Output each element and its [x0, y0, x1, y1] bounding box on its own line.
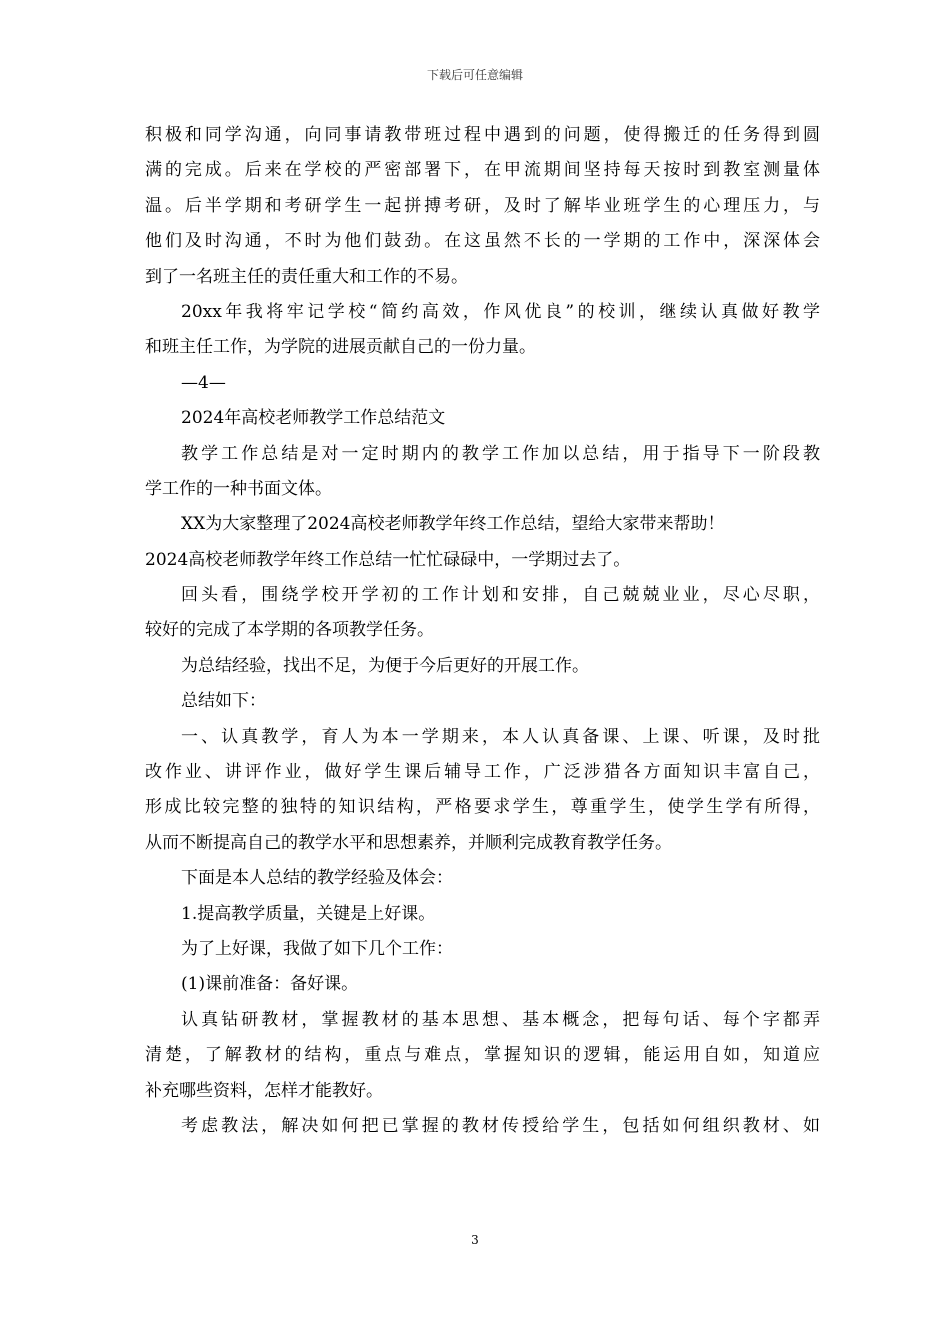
text-line: 从而不断提高自己的教学水平和思想素养，并顺利完成教育教学任务。: [145, 832, 672, 853]
text-line: 学工作的一种书面文体。: [145, 478, 332, 499]
text-line: 较好的完成了本学期的各项教学任务。: [145, 620, 434, 641]
text-line: 2024年高校老师教学工作总结范文: [181, 408, 446, 429]
text-line: 积极和同学沟通，向同事请教带班过程中遇到的问题，使得搬迁的任务得到圆: [145, 125, 820, 145]
page-header: 下载后可任意编辑: [426, 68, 523, 82]
text-line: 回头看，围绕学校开学初的工作计划和安排，自己兢兢业业，尽心尽职，: [181, 585, 820, 606]
text-line: 2024高校老师教学年终工作总结一忙忙碌碌中，一学期过去了。: [145, 549, 631, 570]
text-line: 为总结经验，找出不足，为便于今后更好的开展工作。: [181, 655, 589, 676]
text-line: (1)课前准备：备好课。: [181, 974, 359, 995]
text-line: 1.提高教学质量，关键是上好课。: [181, 903, 436, 924]
text-line: 为了上好课，我做了如下几个工作：: [181, 938, 453, 959]
text-line: 一、认真教学，育人为本一学期来，本人认真备课、上课、听课，及时批: [181, 726, 820, 747]
text-line: 总结如下：: [181, 691, 266, 712]
text-line: 到了一名班主任的责任重大和工作的不易。: [145, 266, 468, 287]
document-body: [145, 118, 820, 1144]
text-line: 他们及时沟通，不时为他们鼓劲。在这虽然不长的一学期的工作中，深深体会: [145, 231, 820, 252]
text-line: 改作业、讲评作业，做好学生课后辅导工作，广泛涉猎各方面知识丰富自己，: [145, 762, 820, 783]
text-line: XX为大家整理了2024高校老师教学年终工作总结，望给大家带来帮助！: [181, 514, 725, 535]
text-line: 教学工作总结是对一定时期内的教学工作加以总结，用于指导下一阶段教: [181, 443, 820, 464]
text-line: 温。后半学期和考研学生一起拼搏考研，及时了解毕业班学生的心理压力，与: [145, 195, 820, 216]
text-line: 形成比较完整的独特的知识结构，严格要求学生，尊重学生，使学生学有所得，: [145, 797, 820, 818]
text-line: 20xx年我将牢记学校“简约高效，作风优良”的校训，继续认真做好教学: [181, 301, 820, 322]
text-line: 满的完成。后来在学校的严密部署下，在甲流期间坚持每天按时到教室测量体: [145, 160, 820, 181]
page-number: 3: [471, 1233, 479, 1247]
text-line: 清楚，了解教材的结构，重点与难点，掌握知识的逻辑，能运用自如，知道应: [145, 1045, 820, 1066]
text-line: 认真钻研教材，掌握教材的基本思想、基本概念，把每句话、每个字都弄: [181, 1009, 820, 1030]
text-line: 和班主任工作，为学院的进展贡献自己的一份力量。: [145, 337, 536, 358]
text-line: 下面是本人总结的教学经验及体会：: [181, 868, 453, 889]
text-line: —4—: [181, 372, 226, 393]
text-line: 补充哪些资料，怎样才能教好。: [145, 1080, 383, 1101]
text-line: 考虑教法，解决如何把已掌握的教材传授给学生，包括如何组织教材、如: [181, 1115, 820, 1136]
